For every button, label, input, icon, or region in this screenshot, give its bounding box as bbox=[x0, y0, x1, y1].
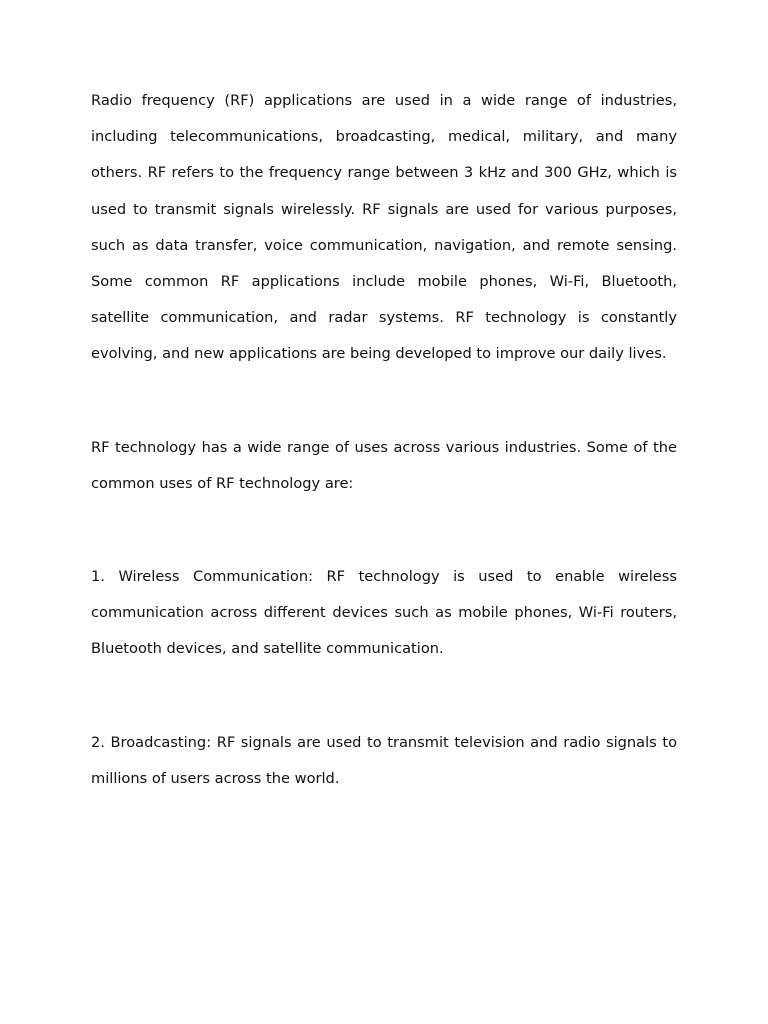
paragraph-uses-intro: RF technology has a wide range of uses across various industries. Some of the common uses of RF technology are: bbox=[91, 438, 677, 492]
paragraph-spacer bbox=[91, 502, 677, 559]
paragraph-spacer bbox=[91, 373, 677, 430]
list-item-broadcasting: 2. Broadcasting: RF signals are used to transmit television and radio signals to millions of users across the world. bbox=[91, 733, 677, 787]
paragraph-intro: Radio frequency (RF) applications are used in a wide range of industries, including telecommunications, broadcasting, medical, military, and many others. RF refers to the frequency range between 3 kHz and 300 GHz, which is used to transmit signals wirelessly. RF signals are used for various purposes, such as data transfer, voice communication, navigation, and remote sensing. Some common RF applications include mobile phones, Wi-Fi, Bluetooth, satellite communication, and radar systems. RF technology is constantly evolving, and new applications are being developed to improve our daily lives. bbox=[91, 92, 677, 363]
list-item-wireless-communication: 1. Wireless Communication: RF technology is used to enable wireless communication across different devices such as mobile phones, Wi-Fi routers, Bluetooth devices, and satellite communication. bbox=[91, 568, 677, 658]
document-body bbox=[91, 83, 677, 797]
paragraph-spacer bbox=[91, 668, 677, 725]
